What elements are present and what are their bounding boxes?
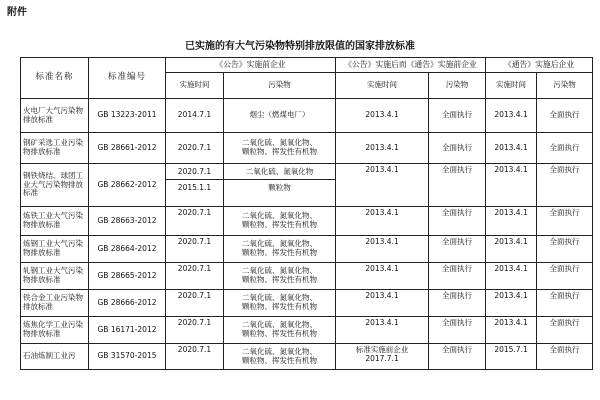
g2-pollutant: 全面执行 — [429, 344, 486, 370]
g3-pollutant: 全面执行 — [537, 317, 593, 344]
g1-time: 2020.7.1 — [166, 236, 224, 263]
standard-number: GB 28661-2012 — [89, 133, 166, 164]
standard-name: 铁合金工业污染物排放标准 — [21, 290, 89, 317]
g3-time: 2013.4.1 — [486, 99, 537, 133]
g3-pollutant: 全面执行 — [537, 263, 593, 290]
g3-pollutant: 全面执行 — [537, 164, 593, 207]
table-row — [21, 290, 593, 317]
g1-pollutant-line: 二氧化硫、氮氧化物、 — [242, 266, 317, 276]
standard-number: GB 28666-2012 — [89, 290, 166, 317]
g3-pollutant: 全面执行 — [537, 99, 593, 133]
standard-number: GB 28662-2012 — [89, 164, 166, 207]
g1-pollutant — [224, 99, 336, 133]
g2-pollutant: 全面执行 — [429, 290, 486, 317]
g3-pollutant: 全面执行 — [537, 236, 593, 263]
g1-pollutant — [224, 207, 336, 236]
g1-time: 2020.7.1 — [166, 263, 224, 290]
g2-time: 2013.4.1 — [336, 263, 429, 290]
g2-pollutant: 全面执行 — [429, 263, 486, 290]
g1-time: 2020.7.1 — [166, 207, 224, 236]
g2-time: 2013.4.1 — [336, 236, 429, 263]
g2-pollutant: 全面执行 — [429, 133, 486, 164]
table-row — [21, 164, 593, 207]
table-row — [21, 207, 593, 236]
g2-pollutant: 全面执行 — [429, 164, 486, 207]
standard-number: GB 13223-2011 — [89, 99, 166, 133]
g1-time: 2014.7.1 — [166, 99, 224, 133]
g1-pollutant-line: 颗粒物、挥发性有机物 — [242, 355, 317, 365]
g2-time — [336, 344, 429, 370]
g2-time: 2013.4.1 — [336, 317, 429, 344]
g3-time: 2013.4.1 — [486, 317, 537, 344]
g1-time: 2020.7.1 — [166, 133, 224, 164]
g1-time: 2020.7.1 — [166, 317, 224, 344]
g3-time: 2013.4.1 — [486, 236, 537, 263]
g1-pollutant-split — [224, 164, 336, 207]
g2-time: 2013.4.1 — [336, 99, 429, 133]
g3-pollutant: 全面执行 — [537, 290, 593, 317]
table-row — [21, 317, 593, 344]
standard-name: 炼焦化学工业污染物排放标准 — [21, 317, 89, 344]
g1-pollutant-line: 二氧化硫、氮氧化物、 — [242, 320, 317, 330]
header-g3-time: 实施时间 — [486, 73, 537, 99]
standard-number: GB 28665-2012 — [89, 263, 166, 290]
g1-pollutant-line: 二氧化硫、氮氧化物、 — [242, 211, 317, 221]
header-g2-pollutant: 污染物 — [429, 73, 486, 99]
header-group-before-announcement: 《公告》实施前企业 — [166, 58, 336, 73]
g3-pollutant: 全面执行 — [537, 344, 593, 370]
g1-pollutant — [224, 263, 336, 290]
g2-pollutant: 全面执行 — [429, 317, 486, 344]
g1-pollutant-line: 二氧化硫、氮氧化物、 — [242, 138, 317, 148]
g3-time: 2013.4.1 — [486, 290, 537, 317]
g1-pollutant — [224, 317, 336, 344]
standard-number: GB 16171-2012 — [89, 317, 166, 344]
g2-time-line: 标准实施前企业 — [355, 345, 409, 354]
g3-pollutant: 全面执行 — [537, 207, 593, 236]
header-standard-number: 标准编号 — [89, 58, 166, 99]
g2-time: 2013.4.1 — [336, 164, 429, 207]
standard-name: 火电厂大气污染物排放标准 — [21, 99, 89, 133]
g2-time: 2013.4.1 — [336, 290, 429, 317]
standard-number: GB 28663-2012 — [89, 207, 166, 236]
standard-name: 钢矿采选工业污染物排放标准 — [21, 133, 89, 164]
g2-time-line: 2017.7.1 — [365, 353, 399, 363]
table-row — [21, 99, 593, 133]
g1-pollutant — [224, 344, 336, 370]
g2-pollutant: 全面执行 — [429, 236, 486, 263]
g1-time: 2020.7.1 — [166, 344, 224, 370]
header-g1-time: 实施时间 — [166, 73, 224, 99]
g1-pollutant-line: 颗粒物、挥发性有机物 — [242, 302, 317, 311]
g2-time: 2013.4.1 — [336, 133, 429, 164]
standard-name: 炼钢工业大气污染物排放标准 — [21, 236, 89, 263]
standard-name: 炼铁工业大气污染物排放标准 — [21, 207, 89, 236]
g1-pollutant-line: 颗粒物、挥发性有机物 — [242, 147, 317, 156]
g1-pollutant-line: 二氧化硫、氮氧化物、 — [242, 239, 317, 249]
g1-time-b: 2015.1.1 — [166, 179, 223, 195]
g1-pollutant — [224, 290, 336, 317]
table-row — [21, 133, 593, 164]
g2-time: 2013.4.1 — [336, 207, 429, 236]
g3-time: 2013.4.1 — [486, 263, 537, 290]
standard-name: 轧钢工业大气污染物排放标准 — [21, 263, 89, 290]
header-group-after-notice: 《通告》实施后企业 — [486, 58, 593, 73]
g1-pollutant-a: 二氧化硫、氮氧化物 — [245, 167, 314, 176]
g1-pollutant-line: 颗粒物、挥发性有机物 — [242, 275, 317, 284]
attachment-label: 附件 — [7, 7, 27, 18]
header-g3-pollutant: 污染物 — [537, 73, 593, 99]
header-standard-name: 标准名称 — [21, 58, 89, 99]
g1-time-a: 2020.7.1 — [177, 167, 212, 176]
header-g1-pollutant: 污染物 — [224, 73, 336, 99]
g1-pollutant-b: 颗粒物 — [224, 179, 335, 195]
g1-pollutant-line: 颗粒物、挥发性有机物 — [242, 248, 317, 257]
standard-number: GB 31570-2015 — [89, 344, 166, 370]
g1-time-split — [166, 164, 224, 207]
standards-table — [20, 57, 593, 370]
g3-time: 2015.7.1 — [486, 344, 537, 370]
standard-name: 石油炼制工业污 — [21, 344, 89, 370]
g3-time: 2013.4.1 — [486, 164, 537, 207]
g3-time: 2013.4.1 — [486, 207, 537, 236]
table-row — [21, 236, 593, 263]
standard-name: 钢铁烧结、球团工业大气污染物排放标准 — [21, 164, 89, 207]
table-row — [21, 263, 593, 290]
standard-number: GB 28664-2012 — [89, 236, 166, 263]
table-row — [21, 344, 593, 370]
g3-time: 2013.4.1 — [486, 133, 537, 164]
g1-pollutant-line: 二氧化硫、氮氧化物、 — [242, 293, 317, 303]
g1-pollutant-line: 烟尘（燃煤电厂） — [249, 110, 310, 120]
g1-pollutant-line: 颗粒物、挥发性有机物 — [242, 329, 317, 338]
g2-pollutant: 全面执行 — [429, 99, 486, 133]
g1-pollutant — [224, 133, 336, 164]
document-title: 已实施的有大气污染物特别排放限值的国家排放标准 — [185, 41, 415, 52]
header-group-between: 《公告》实施后而《通告》实施前企业 — [336, 58, 486, 73]
g1-time: 2020.7.1 — [166, 290, 224, 317]
header-g2-time: 实施时间 — [336, 73, 429, 99]
g3-pollutant: 全面执行 — [537, 133, 593, 164]
g1-pollutant — [224, 236, 336, 263]
g2-pollutant: 全面执行 — [429, 207, 486, 236]
g1-pollutant-line: 颗粒物、挥发性有机物 — [242, 220, 317, 229]
g1-pollutant-line: 二氧化硫、氮氧化物、 — [242, 346, 317, 356]
